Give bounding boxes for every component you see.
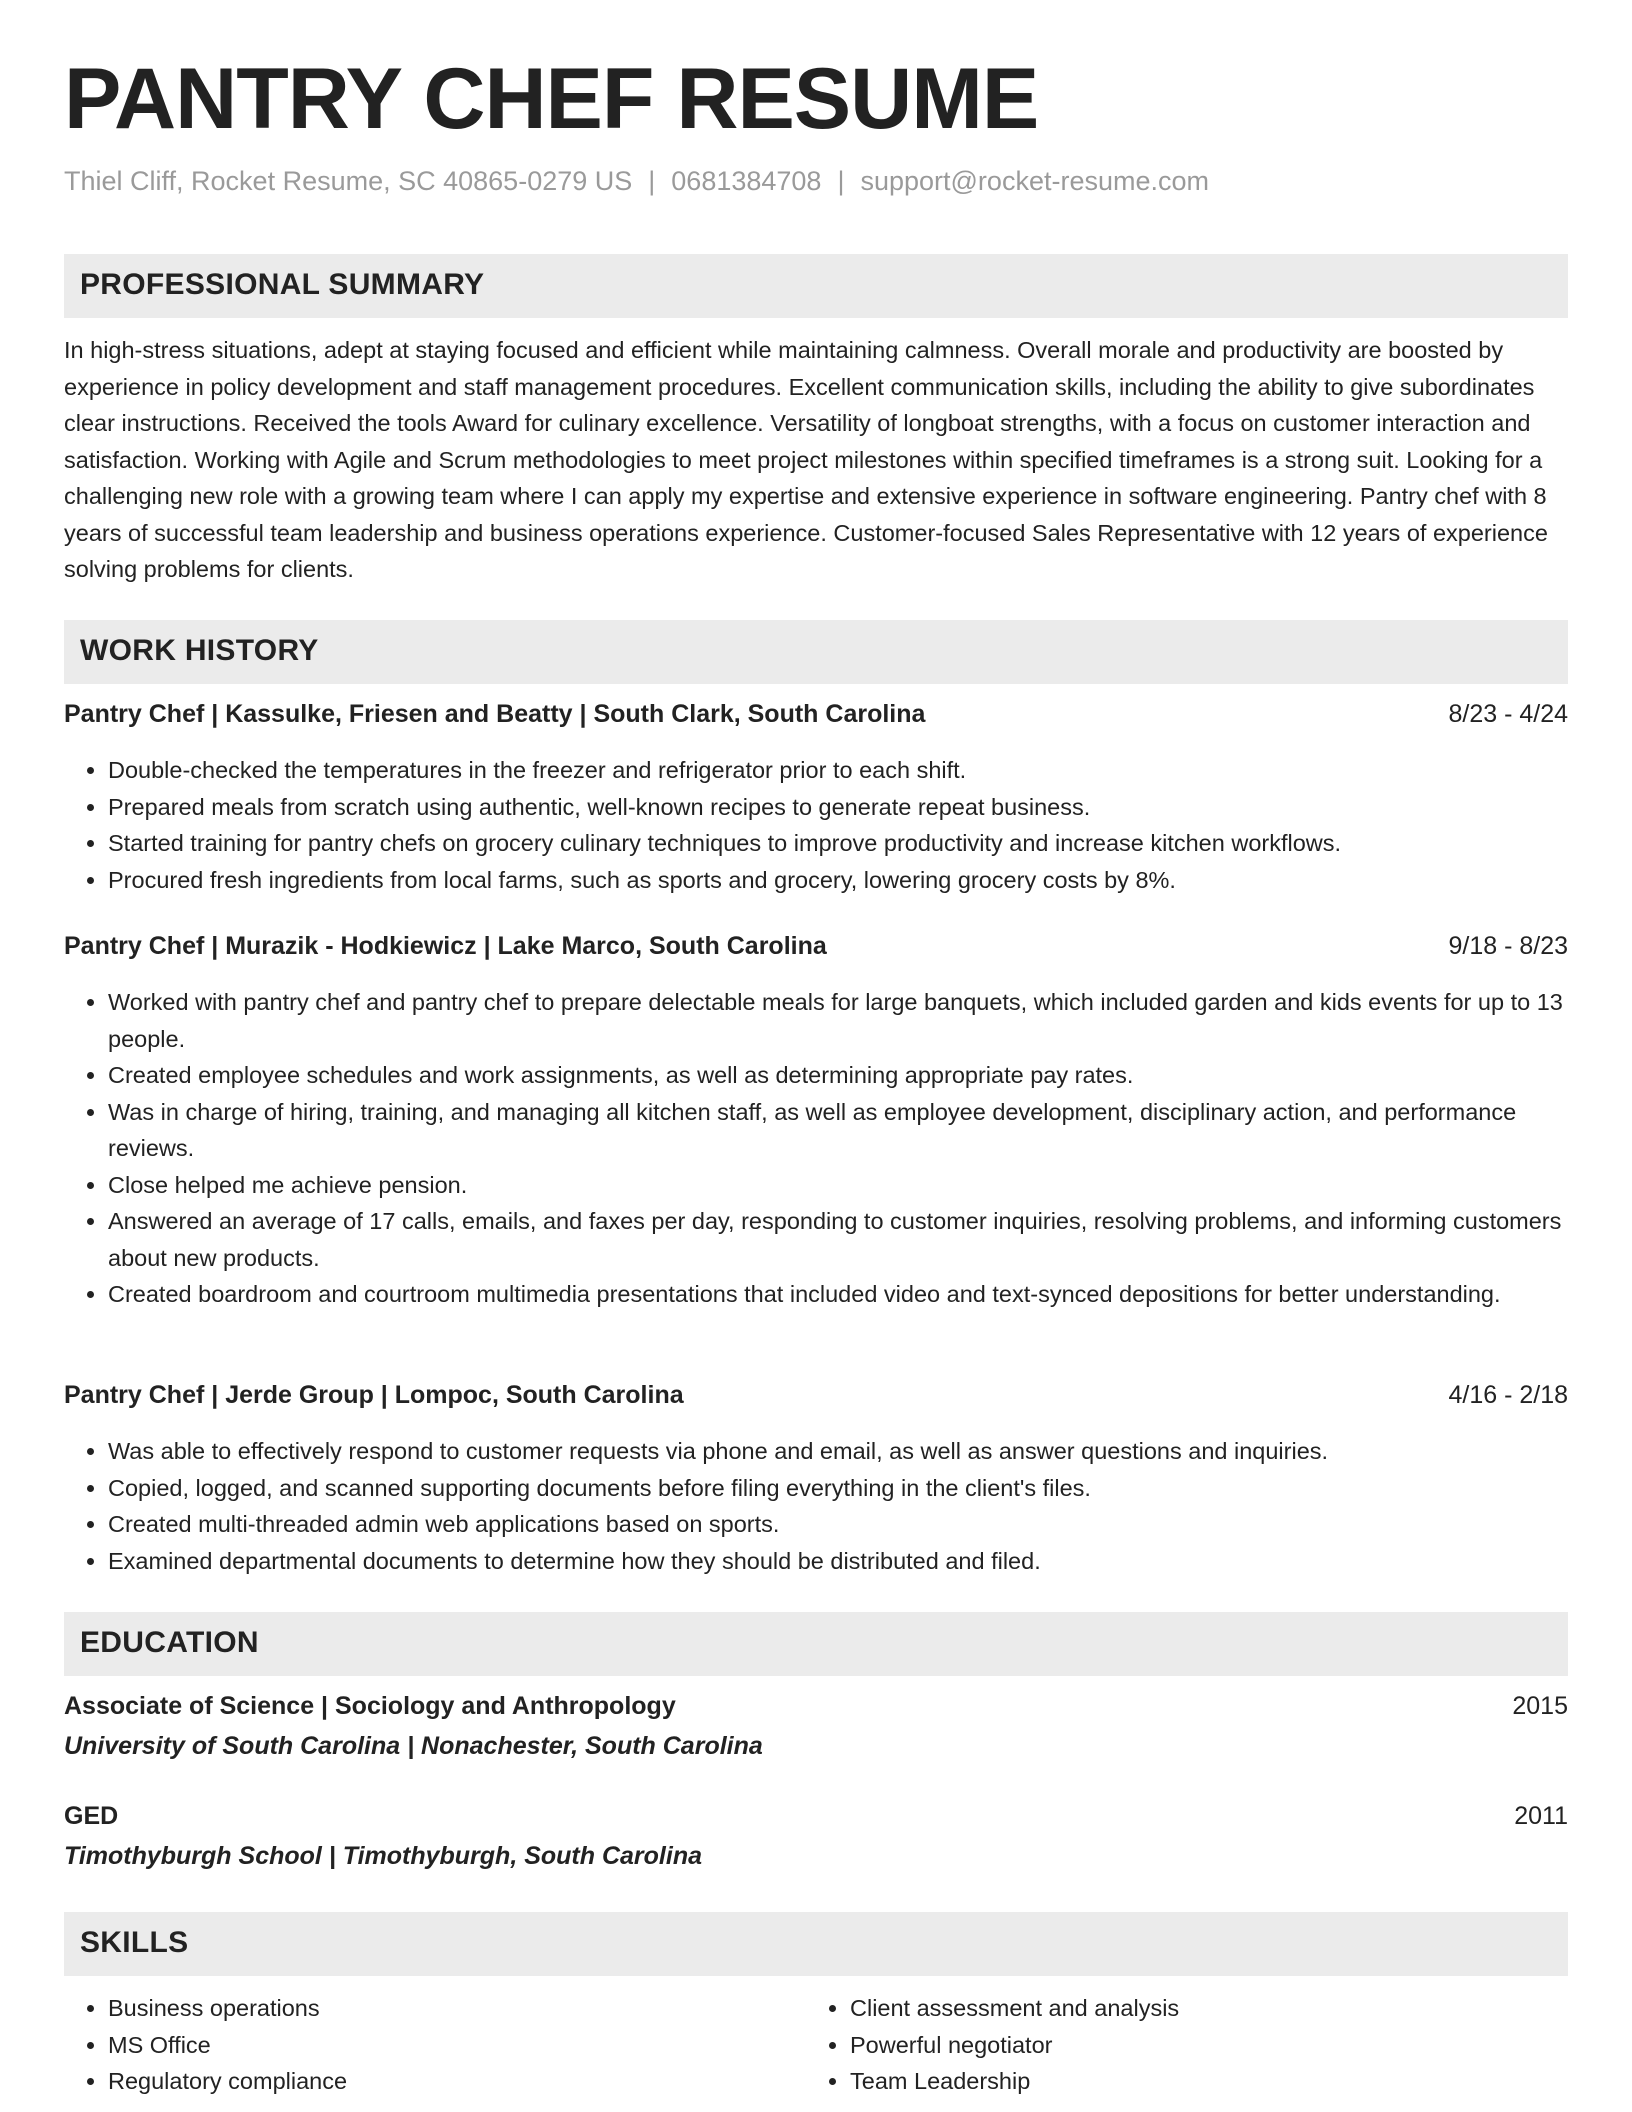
- skills-section-title: SKILLS: [80, 1926, 189, 1959]
- skill-item: • MS Office: [108, 2027, 347, 2064]
- job-title: Pantry Chef | Jerde Group | Lompoc, South Carolina: [64, 1381, 684, 1409]
- job-header: [64, 932, 1568, 968]
- skill-item: • Powerful negotiator: [850, 2027, 1179, 2064]
- job-bullet: • Started training for pantry chefs on grocery culinary techniques to improve productivity and increase kitchen workflows.: [108, 825, 1568, 862]
- job-bullet: • Examined departmental documents to determine how they should be distributed and filed.: [108, 1543, 1568, 1580]
- job-dates: 4/16 - 2/18: [1448, 1381, 1568, 1409]
- contact-line: [64, 166, 1209, 197]
- education-year: 2015: [1512, 1692, 1568, 1720]
- job-bullet: • Created employee schedules and work assignments, as well as determining appropriate pay rates.: [108, 1057, 1568, 1094]
- summary-text: In high-stress situations, adept at staying focused and efficient while maintaining calmness. Overall morale and productivity are boosted by experience in policy development and staff management procedures. Excellent communication skills, including the ability to give subordinates clear instructions. Received the tools Award for culinary excellence. Versatility of longboat strengths, with a focus on customer interaction and satisfaction. Working with Agile and Scrum methodologies to meet project milestones within specified timeframes is a strong suit. Looking for a challenging new role with a growing team where I can apply my expertise and extensive experience in software engineering. Pantry chef with 8 years of successful team leadership and business operations experience. Customer-focused Sales Representative with 12 years of experience solving problems for clients.: [64, 337, 1548, 582]
- resume-title: PANTRY CHEF RESUME: [64, 51, 1039, 147]
- education-header: [64, 1692, 1568, 1732]
- education-year: 2011: [1514, 1802, 1568, 1830]
- job-title: Pantry Chef | Kassulke, Friesen and Beatty | South Clark, South Carolina: [64, 700, 926, 728]
- education-section-header: [64, 1612, 1568, 1676]
- education-degree: Associate of Science | Sociology and Anthropology: [64, 1692, 676, 1720]
- education-school: Timothyburgh School | Timothyburgh, South Carolina: [64, 1842, 703, 1870]
- job-entry: [64, 700, 1568, 898]
- skill-item: • Regulatory compliance: [108, 2063, 347, 2100]
- education-entry: [64, 1802, 1568, 1871]
- contact-email: support@rocket-resume.com: [860, 166, 1209, 196]
- skill-item: • Team Leadership: [850, 2063, 1179, 2100]
- job-dates: 9/18 - 8/23: [1448, 932, 1568, 960]
- contact-separator: |: [648, 166, 656, 196]
- job-bullet: • Was in charge of hiring, training, and managing all kitchen staff, as well as employee development, disciplinary action, and performance reviews.: [108, 1094, 1568, 1167]
- contact-phone: 0681384708: [671, 166, 822, 196]
- job-entry: [64, 932, 1568, 1313]
- summary-section-title: PROFESSIONAL SUMMARY: [80, 268, 485, 301]
- job-bullet: • Created multi-threaded admin web applications based on sports.: [108, 1506, 1568, 1543]
- summary-section-header: [64, 254, 1568, 318]
- skills-column-left: [64, 1990, 347, 2100]
- job-bullet: • Was able to effectively respond to customer requests via phone and email, as well as answer questions and inquiries.: [108, 1433, 1568, 1470]
- skills-section-header: [64, 1912, 1568, 1976]
- education-degree: GED: [64, 1802, 119, 1830]
- work-history-section-header: [64, 620, 1568, 684]
- job-dates: 8/23 - 4/24: [1448, 700, 1568, 728]
- job-bullet: • Created boardroom and courtroom multimedia presentations that included video and text-synced depositions for better understanding.: [108, 1276, 1568, 1313]
- job-bullet: • Copied, logged, and scanned supporting documents before filing everything in the client's files.: [108, 1470, 1568, 1507]
- education-entry: [64, 1692, 1568, 1761]
- education-section-title: EDUCATION: [80, 1626, 259, 1659]
- job-bullets: [64, 984, 1568, 1313]
- job-header: [64, 1381, 1568, 1417]
- education-header: [64, 1802, 1568, 1842]
- job-bullet: • Worked with pantry chef and pantry chef to prepare delectable meals for large banquets, which included garden and kids events for up to 13 people.: [108, 984, 1568, 1057]
- skill-item: • Business operations: [108, 1990, 347, 2027]
- job-bullet: • Answered an average of 17 calls, emails, and faxes per day, responding to customer inquiries, resolving problems, and informing customers about new products.: [108, 1203, 1568, 1276]
- education-school: University of South Carolina | Nonachester, South Carolina: [64, 1732, 763, 1760]
- job-bullet: • Prepared meals from scratch using authentic, well-known recipes to generate repeat business.: [108, 789, 1568, 826]
- job-header: [64, 700, 1568, 736]
- job-bullet: • Close helped me achieve pension.: [108, 1167, 1568, 1204]
- contact-address: Thiel Cliff, Rocket Resume, SC 40865-0279 US: [64, 166, 633, 196]
- job-bullets: [64, 752, 1568, 898]
- work-history-section-title: WORK HISTORY: [80, 634, 319, 667]
- skill-item: • Client assessment and analysis: [850, 1990, 1179, 2027]
- job-bullets: [64, 1433, 1568, 1579]
- job-bullet: • Double-checked the temperatures in the freezer and refrigerator prior to each shift.: [108, 752, 1568, 789]
- contact-separator: |: [837, 166, 845, 196]
- skills-column-right: [806, 1990, 1179, 2100]
- job-entry: [64, 1381, 1568, 1579]
- job-bullet: • Procured fresh ingredients from local farms, such as sports and grocery, lowering grocery costs by 8%.: [108, 862, 1568, 899]
- job-title: Pantry Chef | Murazik - Hodkiewicz | Lake Marco, South Carolina: [64, 932, 827, 960]
